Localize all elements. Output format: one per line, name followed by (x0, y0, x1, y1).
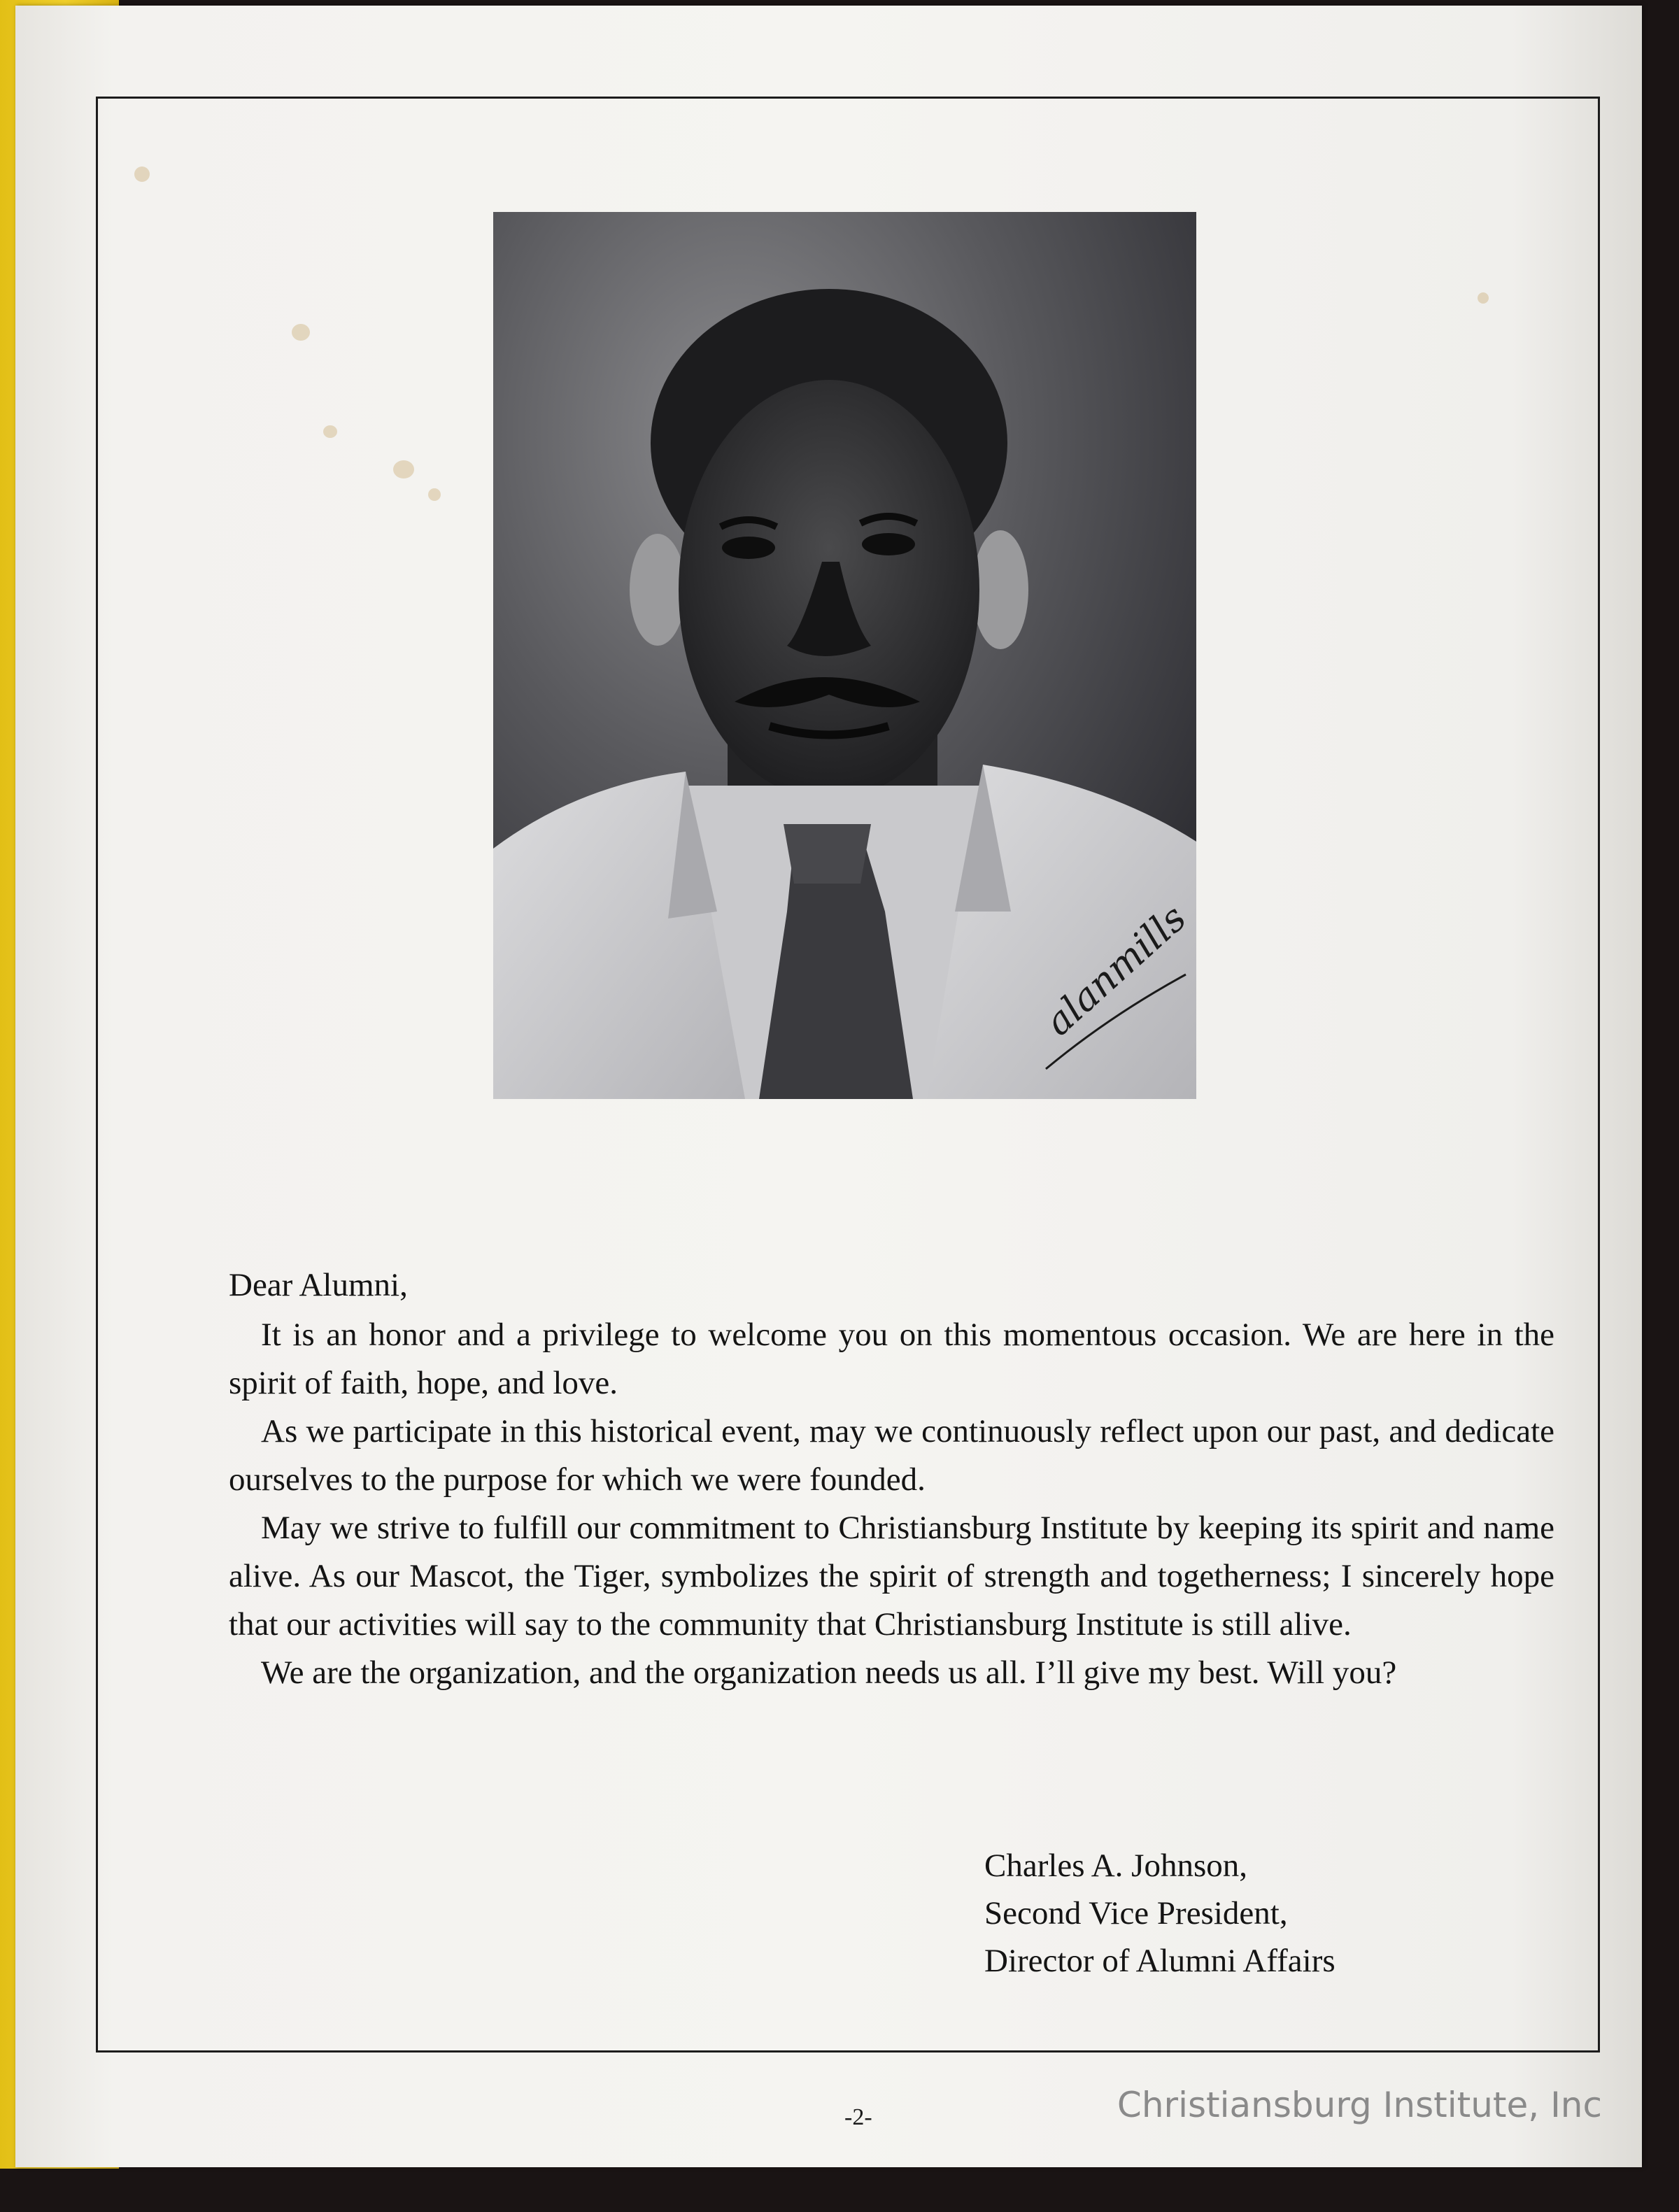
artist-signature: alanmills (1036, 895, 1195, 1044)
watermark: Christiansburg Institute, Inc (1117, 2085, 1602, 2125)
letter-paragraph: May we strive to fulfill our commitment to Christiansburg Institute by keeping its spirit and name alive. As our Mascot, the Tiger, symbolizes the spirit of strength and togetherness; I sincerely hope that our activities will say to the community that Christiansburg Institute is still alive. (229, 1510, 1554, 1643)
page-border-frame (96, 97, 1600, 2053)
portrait-photo (493, 212, 1196, 1099)
signer-title: Second Vice President, (984, 1895, 1288, 1931)
signer-role: Director of Alumni Affairs (984, 1943, 1336, 1979)
signer-name: Charles A. Johnson, (984, 1848, 1247, 1884)
welcome-letter (229, 1261, 1554, 1697)
letter-salutation: Dear Alumni, (229, 1267, 408, 1303)
signature-block (984, 1842, 1336, 1985)
letter-paragraph: As we participate in this historical event, may we continuously reflect upon our past, and dedicate ourselves to the purpose for which we were founded. (229, 1413, 1554, 1498)
letter-paragraph: We are the organization, and the organization needs us all. I’ll give my best. Will you? (261, 1654, 1397, 1691)
page-number: -2- (844, 2104, 872, 2130)
portrait-illustration (493, 212, 1196, 1099)
document-page (15, 6, 1642, 2167)
letter-paragraph: It is an honor and a privilege to welcome you on this momentous occasion. We are here in the spirit of faith, hope, and love. (229, 1317, 1554, 1401)
